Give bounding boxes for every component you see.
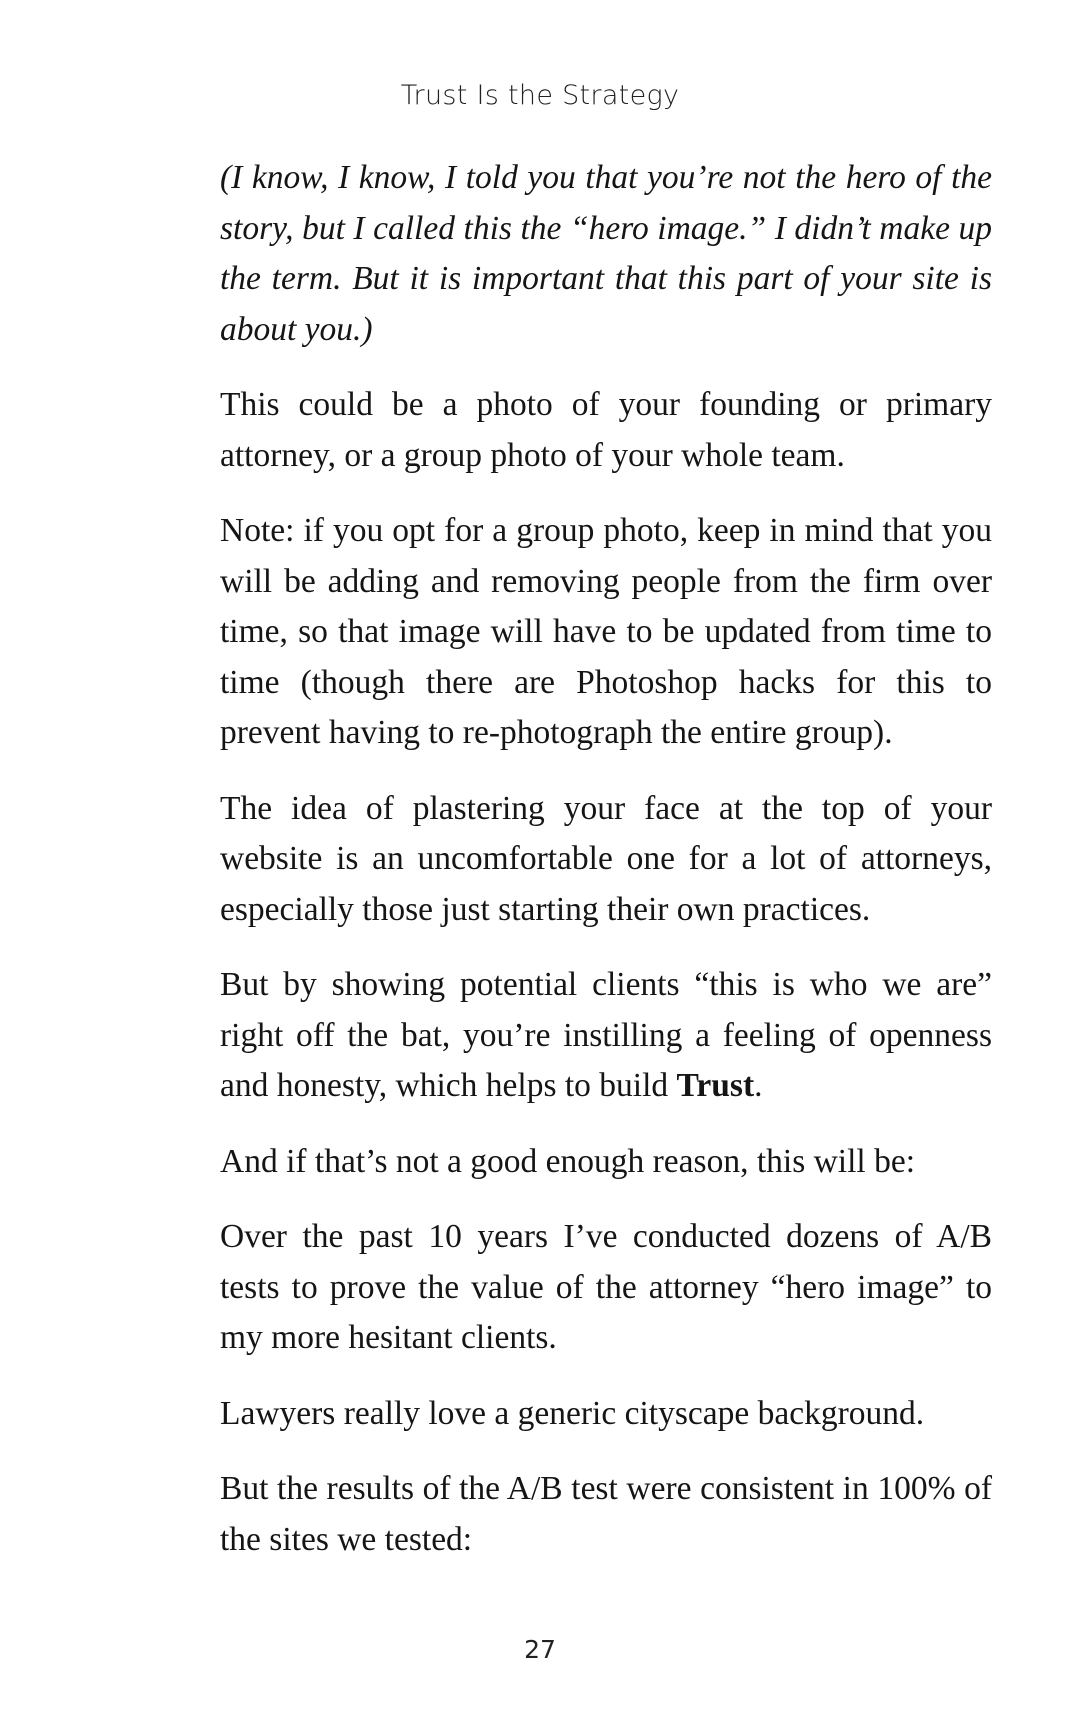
- paragraph-ab-tests: Over the past 10 years I’ve conducted dozens of A/B tests to prove the value of the attorney “hero image” to my more hesitant clients.: [220, 1218, 992, 1356]
- paragraph-uncomfortable-idea: The idea of plastering your face at the top of your website is an uncomfortable one for a lot of attorneys, especially those just starting their own practices.: [220, 789, 992, 928]
- paragraph-results: But the results of the A/B test were consistent in 100% of the sites we tested:: [220, 1470, 992, 1558]
- paragraph-build-trust: [220, 960, 992, 1112]
- paragraph-hero-note: (I know, I know, I told you that you’re not the hero of the story, but I called this the “hero image.” I didn’t make up the term. But it is important that this part of your site is about you.): [220, 159, 992, 348]
- paragraph-good-reason: And if that’s not a good enough reason, this will be:: [220, 1142, 916, 1180]
- paragraph-build-trust-text: But by showing potential clients “this is who we are” right off the bat, you’re instilling a feeling of openness and honesty, which helps to build: [220, 966, 992, 1104]
- page-body: [220, 153, 992, 1590]
- running-header-title: Trust Is the Strategy: [400, 80, 680, 111]
- paragraph-build-trust-end: .: [754, 1067, 763, 1104]
- page-number: 27: [524, 1635, 556, 1664]
- paragraph-cityscape: Lawyers really love a generic cityscape background.: [220, 1394, 925, 1432]
- paragraph-photo-options: This could be a photo of your founding or primary attorney, or a group photo of your whole team.: [220, 386, 992, 474]
- trust-emphasis: Trust: [676, 1067, 755, 1104]
- paragraph-group-photo-note: Note: if you opt for a group photo, keep in mind that you will be adding and removing people from the firm over time, so that image will have to be updated from time to time (though there are Photoshop hacks for this to prevent having to re-photograph the entire group).: [220, 512, 992, 751]
